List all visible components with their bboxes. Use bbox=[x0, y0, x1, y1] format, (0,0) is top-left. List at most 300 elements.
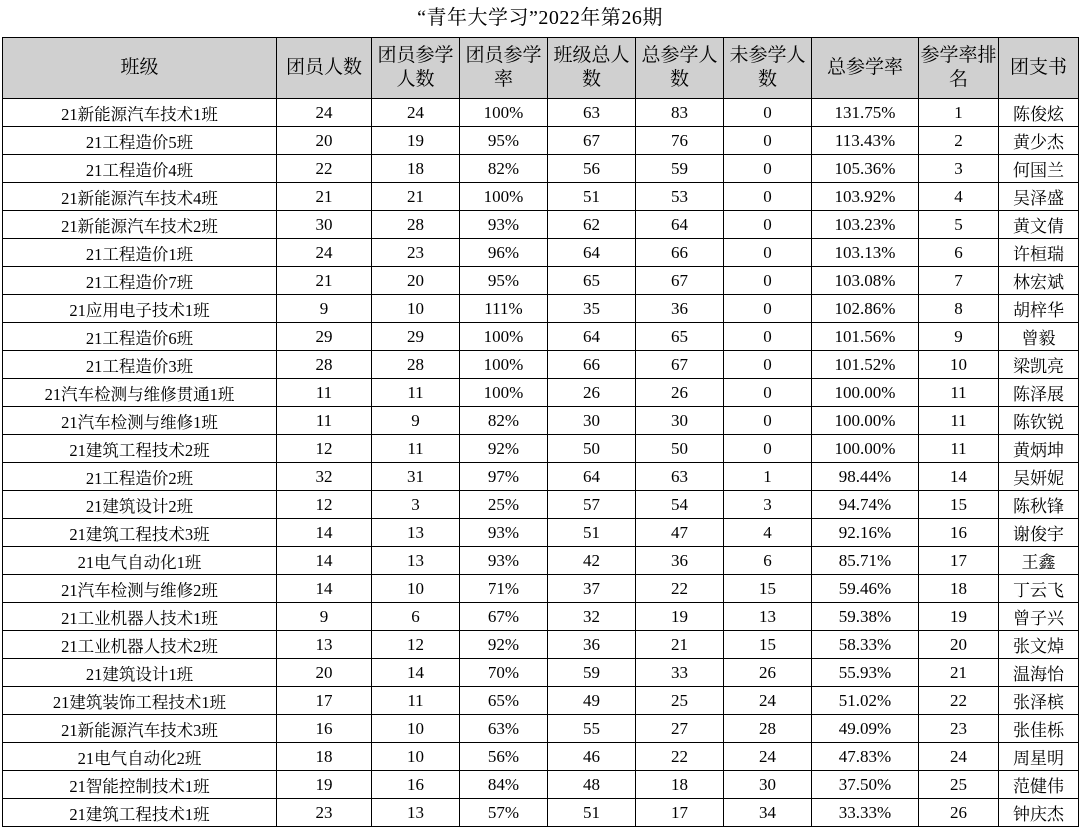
cell-total-participants: 18 bbox=[636, 771, 724, 799]
cell-member-count: 32 bbox=[277, 463, 372, 491]
cell-class: 21工程造价4班 bbox=[3, 155, 277, 183]
cell-class-total: 64 bbox=[548, 239, 636, 267]
cell-rank: 11 bbox=[919, 379, 999, 407]
cell-total-rate: 33.33% bbox=[812, 799, 919, 827]
cell-member-participants: 3 bbox=[372, 491, 460, 519]
cell-non-participants: 0 bbox=[724, 267, 812, 295]
cell-non-participants: 0 bbox=[724, 99, 812, 127]
cell-total-rate: 100.00% bbox=[812, 435, 919, 463]
cell-class-total: 37 bbox=[548, 575, 636, 603]
cell-secretary: 温海怡 bbox=[999, 659, 1079, 687]
cell-member-rate: 95% bbox=[460, 267, 548, 295]
cell-class: 21应用电子技术1班 bbox=[3, 295, 277, 323]
cell-member-participants: 16 bbox=[372, 771, 460, 799]
cell-total-participants: 26 bbox=[636, 379, 724, 407]
table-row bbox=[3, 603, 1079, 631]
column-header-member-count: 团员人数 bbox=[277, 38, 372, 99]
cell-total-participants: 19 bbox=[636, 603, 724, 631]
column-header-class: 班级 bbox=[3, 38, 277, 99]
table-row bbox=[3, 127, 1079, 155]
cell-class: 21建筑设计2班 bbox=[3, 491, 277, 519]
cell-rank: 23 bbox=[919, 715, 999, 743]
cell-member-participants: 29 bbox=[372, 323, 460, 351]
table-row bbox=[3, 547, 1079, 575]
cell-secretary: 林宏斌 bbox=[999, 267, 1079, 295]
cell-member-count: 14 bbox=[277, 519, 372, 547]
cell-rank: 8 bbox=[919, 295, 999, 323]
cell-member-count: 28 bbox=[277, 351, 372, 379]
table-row bbox=[3, 687, 1079, 715]
cell-class-total: 49 bbox=[548, 687, 636, 715]
cell-class: 21新能源汽车技术1班 bbox=[3, 99, 277, 127]
cell-total-rate: 98.44% bbox=[812, 463, 919, 491]
cell-member-count: 11 bbox=[277, 379, 372, 407]
cell-rank: 26 bbox=[919, 799, 999, 827]
cell-class: 21智能控制技术1班 bbox=[3, 771, 277, 799]
cell-total-rate: 113.43% bbox=[812, 127, 919, 155]
cell-non-participants: 4 bbox=[724, 519, 812, 547]
table-row bbox=[3, 715, 1079, 743]
cell-secretary: 黄炳坤 bbox=[999, 435, 1079, 463]
cell-total-participants: 30 bbox=[636, 407, 724, 435]
cell-non-participants: 24 bbox=[724, 687, 812, 715]
cell-total-rate: 105.36% bbox=[812, 155, 919, 183]
column-header-class-total: 班级总人数 bbox=[548, 38, 636, 99]
cell-rank: 22 bbox=[919, 687, 999, 715]
cell-member-rate: 56% bbox=[460, 743, 548, 771]
cell-secretary: 何国兰 bbox=[999, 155, 1079, 183]
cell-class-total: 42 bbox=[548, 547, 636, 575]
cell-non-participants: 24 bbox=[724, 743, 812, 771]
cell-class-total: 51 bbox=[548, 183, 636, 211]
cell-non-participants: 0 bbox=[724, 407, 812, 435]
cell-secretary: 曾子兴 bbox=[999, 603, 1079, 631]
cell-rank: 15 bbox=[919, 491, 999, 519]
cell-member-participants: 14 bbox=[372, 659, 460, 687]
cell-member-count: 9 bbox=[277, 603, 372, 631]
cell-member-rate: 63% bbox=[460, 715, 548, 743]
cell-member-count: 9 bbox=[277, 295, 372, 323]
cell-member-count: 21 bbox=[277, 183, 372, 211]
cell-class: 21电气自动化2班 bbox=[3, 743, 277, 771]
cell-member-rate: 67% bbox=[460, 603, 548, 631]
cell-member-participants: 11 bbox=[372, 435, 460, 463]
cell-rank: 11 bbox=[919, 435, 999, 463]
cell-class-total: 57 bbox=[548, 491, 636, 519]
cell-non-participants: 15 bbox=[724, 575, 812, 603]
cell-member-participants: 13 bbox=[372, 519, 460, 547]
cell-member-rate: 71% bbox=[460, 575, 548, 603]
cell-class: 21工程造价1班 bbox=[3, 239, 277, 267]
cell-member-rate: 95% bbox=[460, 127, 548, 155]
table-row bbox=[3, 407, 1079, 435]
cell-total-participants: 50 bbox=[636, 435, 724, 463]
cell-class: 21建筑工程技术2班 bbox=[3, 435, 277, 463]
cell-class: 21汽车检测与维修1班 bbox=[3, 407, 277, 435]
table-row bbox=[3, 183, 1079, 211]
cell-class: 21建筑装饰工程技术1班 bbox=[3, 687, 277, 715]
cell-class: 21汽车检测与维修2班 bbox=[3, 575, 277, 603]
cell-total-participants: 36 bbox=[636, 295, 724, 323]
cell-member-count: 11 bbox=[277, 407, 372, 435]
cell-member-participants: 21 bbox=[372, 183, 460, 211]
cell-total-rate: 94.74% bbox=[812, 491, 919, 519]
cell-total-participants: 27 bbox=[636, 715, 724, 743]
table-row bbox=[3, 743, 1079, 771]
cell-rank: 20 bbox=[919, 631, 999, 659]
cell-member-participants: 28 bbox=[372, 351, 460, 379]
cell-secretary: 胡梓华 bbox=[999, 295, 1079, 323]
cell-secretary: 曾毅 bbox=[999, 323, 1079, 351]
cell-member-rate: 92% bbox=[460, 435, 548, 463]
cell-member-rate: 93% bbox=[460, 519, 548, 547]
table-row bbox=[3, 295, 1079, 323]
cell-secretary: 许桓瑞 bbox=[999, 239, 1079, 267]
cell-rank: 10 bbox=[919, 351, 999, 379]
cell-rank: 3 bbox=[919, 155, 999, 183]
cell-non-participants: 1 bbox=[724, 463, 812, 491]
cell-member-rate: 100% bbox=[460, 379, 548, 407]
cell-class-total: 64 bbox=[548, 323, 636, 351]
table-row bbox=[3, 659, 1079, 687]
study-statistics-table bbox=[2, 37, 1079, 827]
table-row bbox=[3, 631, 1079, 659]
cell-total-participants: 36 bbox=[636, 547, 724, 575]
cell-member-rate: 93% bbox=[460, 547, 548, 575]
cell-total-participants: 66 bbox=[636, 239, 724, 267]
cell-rank: 18 bbox=[919, 575, 999, 603]
column-header-non-participants: 未参学人数 bbox=[724, 38, 812, 99]
cell-member-rate: 65% bbox=[460, 687, 548, 715]
cell-class: 21建筑设计1班 bbox=[3, 659, 277, 687]
cell-total-participants: 83 bbox=[636, 99, 724, 127]
cell-non-participants: 0 bbox=[724, 183, 812, 211]
cell-member-count: 24 bbox=[277, 239, 372, 267]
cell-secretary: 谢俊宇 bbox=[999, 519, 1079, 547]
cell-class: 21工程造价3班 bbox=[3, 351, 277, 379]
cell-total-participants: 63 bbox=[636, 463, 724, 491]
cell-member-count: 20 bbox=[277, 127, 372, 155]
cell-class-total: 46 bbox=[548, 743, 636, 771]
table-row bbox=[3, 239, 1079, 267]
table-row bbox=[3, 771, 1079, 799]
cell-secretary: 陈秋锋 bbox=[999, 491, 1079, 519]
cell-rank: 5 bbox=[919, 211, 999, 239]
table-row bbox=[3, 323, 1079, 351]
table-row bbox=[3, 211, 1079, 239]
cell-secretary: 王鑫 bbox=[999, 547, 1079, 575]
cell-total-rate: 102.86% bbox=[812, 295, 919, 323]
cell-member-participants: 10 bbox=[372, 715, 460, 743]
cell-total-participants: 53 bbox=[636, 183, 724, 211]
cell-secretary: 陈俊炫 bbox=[999, 99, 1079, 127]
cell-class: 21新能源汽车技术4班 bbox=[3, 183, 277, 211]
table-row bbox=[3, 519, 1079, 547]
cell-member-rate: 93% bbox=[460, 211, 548, 239]
cell-member-count: 14 bbox=[277, 575, 372, 603]
cell-member-count: 21 bbox=[277, 267, 372, 295]
cell-class-total: 65 bbox=[548, 267, 636, 295]
cell-total-participants: 59 bbox=[636, 155, 724, 183]
cell-class: 21新能源汽车技术3班 bbox=[3, 715, 277, 743]
cell-member-count: 16 bbox=[277, 715, 372, 743]
cell-secretary: 陈泽展 bbox=[999, 379, 1079, 407]
cell-non-participants: 0 bbox=[724, 295, 812, 323]
cell-total-participants: 47 bbox=[636, 519, 724, 547]
cell-member-participants: 31 bbox=[372, 463, 460, 491]
cell-total-participants: 76 bbox=[636, 127, 724, 155]
cell-member-count: 12 bbox=[277, 435, 372, 463]
cell-rank: 2 bbox=[919, 127, 999, 155]
cell-member-count: 20 bbox=[277, 659, 372, 687]
cell-secretary: 吴妍妮 bbox=[999, 463, 1079, 491]
cell-non-participants: 13 bbox=[724, 603, 812, 631]
cell-total-participants: 65 bbox=[636, 323, 724, 351]
cell-member-rate: 25% bbox=[460, 491, 548, 519]
cell-rank: 1 bbox=[919, 99, 999, 127]
cell-rank: 7 bbox=[919, 267, 999, 295]
table-body bbox=[3, 99, 1079, 827]
table-row bbox=[3, 799, 1079, 827]
cell-member-rate: 100% bbox=[460, 323, 548, 351]
cell-total-participants: 67 bbox=[636, 351, 724, 379]
cell-total-rate: 55.93% bbox=[812, 659, 919, 687]
column-header-member-rate: 团员参学率 bbox=[460, 38, 548, 99]
table-row bbox=[3, 463, 1079, 491]
cell-total-rate: 101.56% bbox=[812, 323, 919, 351]
cell-member-participants: 6 bbox=[372, 603, 460, 631]
cell-non-participants: 0 bbox=[724, 155, 812, 183]
cell-member-participants: 11 bbox=[372, 687, 460, 715]
column-header-secretary: 团支书 bbox=[999, 38, 1079, 99]
column-header-total-rate: 总参学率 bbox=[812, 38, 919, 99]
cell-class-total: 67 bbox=[548, 127, 636, 155]
cell-class-total: 51 bbox=[548, 519, 636, 547]
cell-total-rate: 100.00% bbox=[812, 407, 919, 435]
cell-non-participants: 28 bbox=[724, 715, 812, 743]
cell-non-participants: 0 bbox=[724, 239, 812, 267]
cell-total-rate: 59.46% bbox=[812, 575, 919, 603]
cell-member-participants: 18 bbox=[372, 155, 460, 183]
cell-member-rate: 100% bbox=[460, 183, 548, 211]
cell-non-participants: 34 bbox=[724, 799, 812, 827]
cell-member-rate: 96% bbox=[460, 239, 548, 267]
cell-member-rate: 100% bbox=[460, 351, 548, 379]
cell-secretary: 张佳栎 bbox=[999, 715, 1079, 743]
table-row bbox=[3, 575, 1079, 603]
cell-member-rate: 57% bbox=[460, 799, 548, 827]
cell-non-participants: 0 bbox=[724, 323, 812, 351]
header-row bbox=[3, 38, 1079, 99]
cell-non-participants: 3 bbox=[724, 491, 812, 519]
cell-total-rate: 103.92% bbox=[812, 183, 919, 211]
cell-rank: 4 bbox=[919, 183, 999, 211]
cell-member-count: 18 bbox=[277, 743, 372, 771]
cell-member-count: 19 bbox=[277, 771, 372, 799]
cell-total-rate: 103.08% bbox=[812, 267, 919, 295]
cell-member-rate: 70% bbox=[460, 659, 548, 687]
cell-member-participants: 20 bbox=[372, 267, 460, 295]
cell-class-total: 50 bbox=[548, 435, 636, 463]
cell-total-rate: 101.52% bbox=[812, 351, 919, 379]
cell-non-participants: 0 bbox=[724, 127, 812, 155]
cell-secretary: 吴泽盛 bbox=[999, 183, 1079, 211]
cell-class-total: 51 bbox=[548, 799, 636, 827]
cell-member-count: 17 bbox=[277, 687, 372, 715]
cell-class: 21工程造价6班 bbox=[3, 323, 277, 351]
cell-class-total: 55 bbox=[548, 715, 636, 743]
cell-total-rate: 47.83% bbox=[812, 743, 919, 771]
cell-total-participants: 25 bbox=[636, 687, 724, 715]
cell-member-rate: 111% bbox=[460, 295, 548, 323]
cell-class-total: 35 bbox=[548, 295, 636, 323]
cell-total-rate: 103.13% bbox=[812, 239, 919, 267]
cell-total-participants: 54 bbox=[636, 491, 724, 519]
cell-total-rate: 131.75% bbox=[812, 99, 919, 127]
cell-member-count: 30 bbox=[277, 211, 372, 239]
cell-member-participants: 10 bbox=[372, 575, 460, 603]
table-row bbox=[3, 351, 1079, 379]
cell-member-rate: 84% bbox=[460, 771, 548, 799]
cell-member-count: 23 bbox=[277, 799, 372, 827]
cell-member-count: 12 bbox=[277, 491, 372, 519]
cell-rank: 11 bbox=[919, 407, 999, 435]
cell-total-rate: 92.16% bbox=[812, 519, 919, 547]
table-row bbox=[3, 99, 1079, 127]
table-row bbox=[3, 491, 1079, 519]
cell-class-total: 26 bbox=[548, 379, 636, 407]
cell-class-total: 66 bbox=[548, 351, 636, 379]
cell-rank: 25 bbox=[919, 771, 999, 799]
cell-member-count: 22 bbox=[277, 155, 372, 183]
cell-total-participants: 17 bbox=[636, 799, 724, 827]
cell-total-participants: 64 bbox=[636, 211, 724, 239]
cell-total-participants: 22 bbox=[636, 575, 724, 603]
cell-member-participants: 23 bbox=[372, 239, 460, 267]
cell-total-rate: 37.50% bbox=[812, 771, 919, 799]
cell-non-participants: 30 bbox=[724, 771, 812, 799]
cell-non-participants: 0 bbox=[724, 211, 812, 239]
cell-member-rate: 82% bbox=[460, 407, 548, 435]
cell-rank: 24 bbox=[919, 743, 999, 771]
page-title: “青年大学习”2022年第26期 bbox=[417, 7, 663, 29]
table-row bbox=[3, 155, 1079, 183]
cell-total-rate: 103.23% bbox=[812, 211, 919, 239]
cell-member-participants: 10 bbox=[372, 295, 460, 323]
cell-member-participants: 12 bbox=[372, 631, 460, 659]
cell-member-rate: 82% bbox=[460, 155, 548, 183]
cell-secretary: 黄文倩 bbox=[999, 211, 1079, 239]
cell-member-count: 13 bbox=[277, 631, 372, 659]
cell-member-participants: 24 bbox=[372, 99, 460, 127]
cell-non-participants: 0 bbox=[724, 435, 812, 463]
cell-member-rate: 92% bbox=[460, 631, 548, 659]
cell-class-total: 59 bbox=[548, 659, 636, 687]
cell-member-participants: 10 bbox=[372, 743, 460, 771]
cell-member-count: 29 bbox=[277, 323, 372, 351]
cell-member-count: 24 bbox=[277, 99, 372, 127]
cell-non-participants: 0 bbox=[724, 351, 812, 379]
cell-class: 21工业机器人技术1班 bbox=[3, 603, 277, 631]
cell-class-total: 63 bbox=[548, 99, 636, 127]
cell-total-participants: 22 bbox=[636, 743, 724, 771]
cell-secretary: 张泽槟 bbox=[999, 687, 1079, 715]
cell-class: 21工程造价7班 bbox=[3, 267, 277, 295]
cell-secretary: 张文焯 bbox=[999, 631, 1079, 659]
cell-rank: 17 bbox=[919, 547, 999, 575]
column-header-rank: 参学率排名 bbox=[919, 38, 999, 99]
cell-member-participants: 9 bbox=[372, 407, 460, 435]
cell-total-participants: 33 bbox=[636, 659, 724, 687]
cell-rank: 9 bbox=[919, 323, 999, 351]
cell-member-participants: 19 bbox=[372, 127, 460, 155]
cell-rank: 14 bbox=[919, 463, 999, 491]
cell-total-participants: 67 bbox=[636, 267, 724, 295]
cell-non-participants: 26 bbox=[724, 659, 812, 687]
cell-rank: 6 bbox=[919, 239, 999, 267]
cell-secretary: 黄少杰 bbox=[999, 127, 1079, 155]
cell-class: 21新能源汽车技术2班 bbox=[3, 211, 277, 239]
cell-member-count: 14 bbox=[277, 547, 372, 575]
cell-non-participants: 15 bbox=[724, 631, 812, 659]
cell-class: 21工业机器人技术2班 bbox=[3, 631, 277, 659]
cell-class: 21电气自动化1班 bbox=[3, 547, 277, 575]
cell-rank: 19 bbox=[919, 603, 999, 631]
cell-secretary: 范健伟 bbox=[999, 771, 1079, 799]
cell-total-participants: 21 bbox=[636, 631, 724, 659]
cell-class-total: 62 bbox=[548, 211, 636, 239]
column-header-member-participants: 团员参学人数 bbox=[372, 38, 460, 99]
cell-class-total: 30 bbox=[548, 407, 636, 435]
cell-secretary: 梁凯亮 bbox=[999, 351, 1079, 379]
cell-rank: 21 bbox=[919, 659, 999, 687]
cell-rank: 16 bbox=[919, 519, 999, 547]
cell-class-total: 32 bbox=[548, 603, 636, 631]
cell-class-total: 48 bbox=[548, 771, 636, 799]
cell-secretary: 丁云飞 bbox=[999, 575, 1079, 603]
cell-member-participants: 11 bbox=[372, 379, 460, 407]
table-header bbox=[3, 38, 1079, 99]
cell-secretary: 周星明 bbox=[999, 743, 1079, 771]
cell-class-total: 64 bbox=[548, 463, 636, 491]
cell-secretary: 钟庆杰 bbox=[999, 799, 1079, 827]
cell-class: 21建筑工程技术3班 bbox=[3, 519, 277, 547]
cell-member-participants: 28 bbox=[372, 211, 460, 239]
cell-member-participants: 13 bbox=[372, 799, 460, 827]
table-row bbox=[3, 435, 1079, 463]
cell-total-rate: 85.71% bbox=[812, 547, 919, 575]
column-header-total-participants: 总参学人数 bbox=[636, 38, 724, 99]
cell-class-total: 36 bbox=[548, 631, 636, 659]
cell-member-rate: 100% bbox=[460, 99, 548, 127]
cell-total-rate: 59.38% bbox=[812, 603, 919, 631]
cell-class: 21汽车检测与维修贯通1班 bbox=[3, 379, 277, 407]
cell-class: 21建筑工程技术1班 bbox=[3, 799, 277, 827]
cell-member-rate: 97% bbox=[460, 463, 548, 491]
table-row bbox=[3, 379, 1079, 407]
cell-total-rate: 100.00% bbox=[812, 379, 919, 407]
cell-class: 21工程造价2班 bbox=[3, 463, 277, 491]
cell-class-total: 56 bbox=[548, 155, 636, 183]
cell-total-rate: 49.09% bbox=[812, 715, 919, 743]
cell-total-rate: 51.02% bbox=[812, 687, 919, 715]
cell-total-rate: 58.33% bbox=[812, 631, 919, 659]
cell-secretary: 陈钦锐 bbox=[999, 407, 1079, 435]
cell-non-participants: 0 bbox=[724, 379, 812, 407]
table-row bbox=[3, 267, 1079, 295]
cell-class: 21工程造价5班 bbox=[3, 127, 277, 155]
cell-member-participants: 13 bbox=[372, 547, 460, 575]
